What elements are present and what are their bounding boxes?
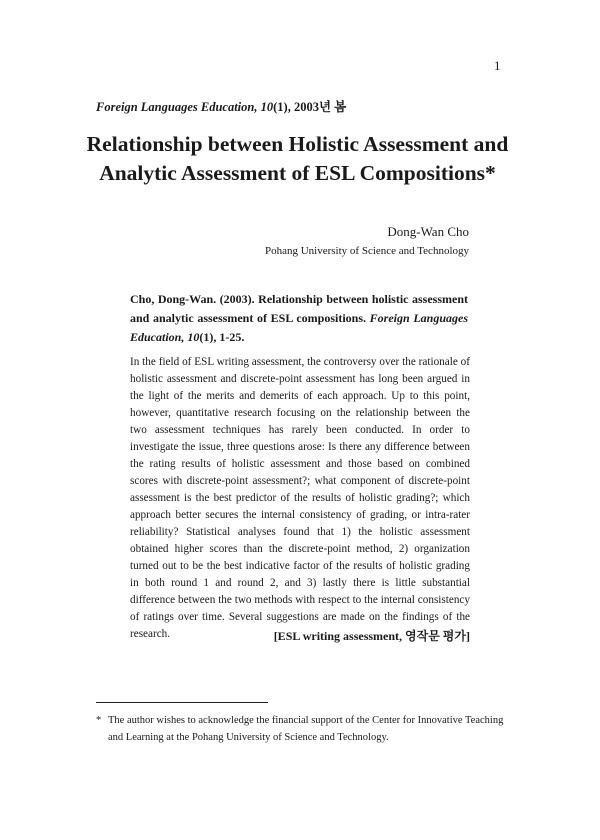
title-line-1: Relationship between Holistic Assessment and [86, 132, 509, 156]
author-name: Dong-Wan Cho [387, 224, 469, 239]
footnote-divider [96, 702, 268, 703]
journal-name: Foreign Languages Education, [96, 100, 258, 114]
citation-lead: Cho, Dong-Wan. (2003). Relationship between holistic assessment and analytic assessment of ESL compositions. [130, 292, 468, 325]
footnote-mark: * [96, 715, 102, 726]
author-block [265, 222, 469, 260]
journal-issue: (1), 2003년 봄 [273, 100, 347, 114]
footnote [96, 712, 508, 746]
article-title [60, 130, 535, 188]
journal-reference [96, 97, 346, 115]
journal-volume: 10 [260, 100, 274, 114]
abstract: In the field of ESL writing assessment, the controversy over the rationale of holistic assessment and discrete-point assessment has long been argued in the light of the merits and demerits of each approach. Up to this point, however, quantitative research focusing on the relationship between the two assessment techniques has rarely been conducted. In order to investigate the issue, three questions arose: Is there any difference between the rating results of holistic assessment and those based on combined scores with discrete-point assessment?; what component of discrete-point assessment is the best predictor of the results of holistic grading?; which approach better secures the internal consistency of grading, or intra-rater reliability? Statistical analyses found that 1) the holistic assessment obtained higher scores than the discrete-point method, 2) organization turned out to be the best indicative factor of the results of holistic grading in both round 1 and round 2, and 3) lastly there is little substantial difference between the two methods with respect to the internal consistency of ratings over time. Several suggestions are made on the findings of the research. [130, 356, 470, 640]
citation-journal: Foreign Languages Education, [130, 311, 469, 344]
title-line-2: Analytic Assessment of ESL Compositions* [99, 161, 496, 185]
citation [130, 290, 468, 347]
citation-pages: (1), 1-25. [199, 330, 245, 344]
author-affiliation: Pohang University of Science and Technology [264, 245, 469, 257]
page-number: 1 [494, 58, 501, 73]
footnote-text: The author wishes to acknowledge the financial support of the Center for Innovative Teaching and Learning at the Pohang University of Science and Technology. [108, 715, 504, 743]
citation-volume: 10 [187, 330, 200, 344]
keywords: [ESL writing assessment, 영작문 평가] [273, 629, 470, 643]
